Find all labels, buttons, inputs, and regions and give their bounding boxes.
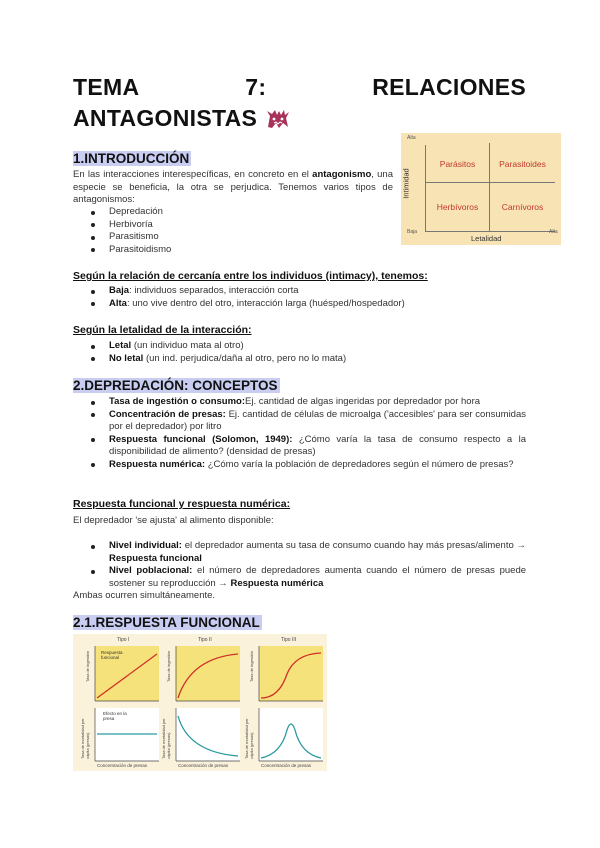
label-efecto-presa: Efecto en la presa xyxy=(103,711,127,721)
subheading-cercania: Según la relación de cercanía entre los individuos (intimacy), tenemos: xyxy=(73,270,428,282)
axis-high-y: Alta xyxy=(407,135,416,141)
list-item: Parasitismo xyxy=(73,231,171,244)
list-item: Baja: individuos separados, interacción corta xyxy=(73,285,405,298)
title-word-tema: TEMA xyxy=(73,74,140,100)
depredacion-list xyxy=(73,396,526,471)
y-label-mortalidad: Tasa de mortalidad per cápita (presas) xyxy=(161,718,171,759)
monster-emoji-icon xyxy=(265,107,291,131)
list-item: Nivel poblacional: el número de depredadores aumenta cuando el número de presas puede sostener su reproducción → Respuesta numérica xyxy=(73,565,526,590)
cell-carnivoros: Carnívoros xyxy=(501,202,544,212)
title-word-antagonistas: ANTAGONISTAS xyxy=(73,105,258,131)
axis-low: Baja xyxy=(407,229,418,235)
x-label-concentracion: Concentración de presas xyxy=(97,763,148,768)
title-word-relaciones: RELACIONES xyxy=(372,74,526,100)
list-item: Parasitoidismo xyxy=(73,244,171,257)
type-label: Tipo II xyxy=(198,637,212,643)
y-label-mortalidad: Tasa de mortalidad per cápita (presas) xyxy=(244,718,254,759)
subheading-respuesta: Respuesta funcional y respuesta numérica: xyxy=(73,498,291,510)
list-item: Herbivoría xyxy=(73,219,171,232)
respuesta-outro: Ambas ocurren simultáneamente. xyxy=(73,590,216,601)
x-label-concentracion: Concentración de presas xyxy=(261,763,312,768)
respuesta-list xyxy=(73,540,526,590)
label-respuesta-funcional: Respuesta funcional xyxy=(101,650,123,660)
list-item: Nivel individual: el depredador aumenta su tasa de consumo cuando hay más presas/alimento → Respuesta funcional xyxy=(73,540,526,565)
cell-parasitoides: Parasitoides xyxy=(499,159,546,169)
list-item: Respuesta funcional (Solomon, 1949): ¿Cómo varía la tasa de consumo respecto a la disponibilidad de alimento? (densidad de presas) xyxy=(73,434,526,459)
y-label-ingestion: Tasa de ingestión xyxy=(249,650,254,682)
intro-paragraph: En las interacciones interespecíficas, en concreto en el antagonismo, una especie se beneficia, la otra se perjudica. Tenemos varios tipos de antagonismos: xyxy=(73,169,393,205)
page-title xyxy=(73,72,526,134)
cell-parasitos: Parásitos xyxy=(439,159,476,169)
axis-label-letalidad: Letalidad xyxy=(471,234,502,243)
section-heading-introduccion: 1.INTRODUCCIÓN xyxy=(73,151,190,166)
cell-herbivoros: Herbívoros xyxy=(436,202,479,212)
antagonism-list xyxy=(73,206,171,256)
list-item: Alta: uno vive dentro del otro, interacción larga (huésped/hospedador) xyxy=(73,298,405,311)
section-heading-respuesta-funcional: 2.1.RESPUESTA FUNCIONAL xyxy=(73,615,260,630)
type-label: Tipo III xyxy=(281,637,297,643)
y-label-ingestion: Tasa de ingestión xyxy=(166,650,171,682)
list-item: Tasa de ingestión o consumo:Ej. cantidad de algas ingeridas por depredador por hora xyxy=(73,396,526,409)
type-label: Tipo I xyxy=(117,637,130,643)
intimacy-lethality-figure xyxy=(401,133,561,245)
y-label-ingestion: Tasa de ingestión xyxy=(85,650,90,682)
respuesta-intro: El depredador 'se ajusta' al alimento disponible: xyxy=(73,515,274,526)
list-item: Depredación xyxy=(73,206,171,219)
list-item: Concentración de presas: Ej. cantidad de células de microalga ('accesibles' para ser consumidas por el depredador) por litro xyxy=(73,409,526,434)
cercania-list xyxy=(73,285,405,310)
section-heading-depredacion: 2.DEPREDACIÓN: CONCEPTOS xyxy=(73,378,278,393)
subheading-letalidad: Según la letalidad de la interacción: xyxy=(73,324,252,336)
axis-label-intimidad: Intimidad xyxy=(401,168,411,199)
functional-response-figure xyxy=(73,634,327,771)
axis-high-x: Alta xyxy=(549,229,558,235)
y-label-mortalidad: Tasa de mortalidad per cápita (presas) xyxy=(80,718,90,759)
letalidad-list xyxy=(73,340,346,365)
list-item: Letal (un individuo mata al otro) xyxy=(73,340,346,353)
list-item: Respuesta numérica: ¿Cómo varía la población de depredadores según el número de presas? xyxy=(73,459,526,472)
x-label-concentracion: Concentración de presas xyxy=(178,763,229,768)
list-item: No letal (un ind. perjudica/daña al otro, pero no lo mata) xyxy=(73,353,346,366)
title-word-number: 7: xyxy=(245,74,267,100)
